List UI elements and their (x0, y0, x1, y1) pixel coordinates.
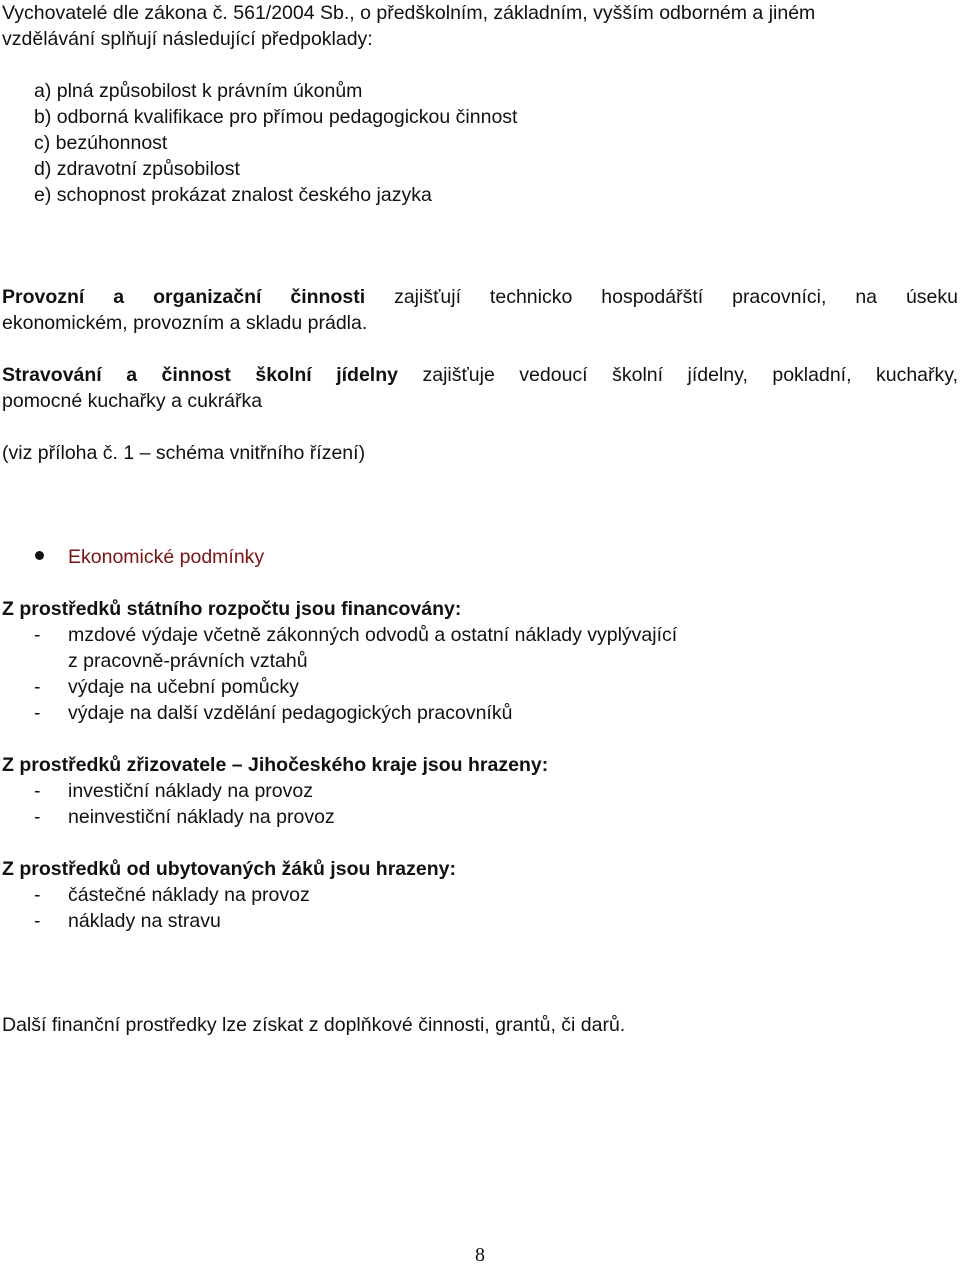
founder-heading: Z prostředků zřizovatele – Jihočeského kraje jsou hrazeny: (2, 754, 549, 776)
state-budget-item-continuation: z pracovně-právních vztahů (68, 650, 308, 672)
dash-marker: - (34, 780, 41, 802)
dash-marker: - (34, 910, 41, 932)
intro-line-1: Vychovatelé dle zákona č. 561/2004 Sb., o předškolním, základním, vyšším odborném a jiném (2, 2, 816, 24)
provozni-text-line-1: zajišťují technicko hospodářští pracovníci, na úseku (394, 286, 958, 308)
students-heading: Z prostředků od ubytovaných žáků jsou hrazeny: (2, 858, 456, 880)
state-budget-heading: Z prostředků státního rozpočtu jsou financovány: (2, 598, 462, 620)
provozni-text-line-2: ekonomickém, provozním a skladu prádla. (2, 312, 368, 334)
founder-item: investiční náklady na provoz (68, 780, 313, 802)
dash-marker: - (34, 702, 41, 724)
page-number: 8 (475, 1244, 485, 1266)
stravovani-bold-label: Stravování a činnost školní jídelny (2, 364, 398, 386)
students-item: náklady na stravu (68, 910, 221, 932)
founder-item: neinvestiční náklady na provoz (68, 806, 335, 828)
state-budget-item: výdaje na učební pomůcky (68, 676, 299, 698)
dash-marker: - (34, 884, 41, 906)
requirement-item: c) bezúhonnost (34, 132, 168, 154)
economic-heading: Ekonomické podmínky (68, 546, 265, 568)
state-budget-item: výdaje na další vzdělání pedagogických pracovníků (68, 702, 513, 724)
appendix-reference: (viz příloha č. 1 – schéma vnitřního řízení) (2, 442, 366, 464)
stravovani-text-line-2: pomocné kuchařky a cukrářka (2, 390, 263, 412)
students-item: částečné náklady na provoz (68, 884, 310, 906)
provozni-bold-label: Provozní a organizační činnosti (2, 286, 366, 308)
intro-line-2: vzdělávání splňují následující předpoklady: (2, 28, 373, 50)
closing-sentence: Další finanční prostředky lze získat z doplňkové činnosti, grantů, či darů. (2, 1014, 626, 1036)
requirement-item: b) odborná kvalifikace pro přímou pedagogickou činnost (34, 106, 518, 128)
dash-marker: - (34, 806, 41, 828)
dash-marker: - (34, 676, 41, 698)
dash-marker: - (34, 624, 41, 646)
stravovani-text-line-1: zajišťuje vedoucí školní jídelny, pokladní, kuchařky, (422, 364, 958, 386)
requirement-item: d) zdravotní způsobilost (34, 158, 240, 180)
bullet-icon (35, 551, 44, 560)
requirement-item: e) schopnost prokázat znalost českého jazyka (34, 184, 432, 206)
requirement-item: a) plná způsobilost k právním úkonům (34, 80, 363, 102)
state-budget-item: mzdové výdaje včetně zákonných odvodů a ostatní náklady vyplývající (68, 624, 678, 646)
